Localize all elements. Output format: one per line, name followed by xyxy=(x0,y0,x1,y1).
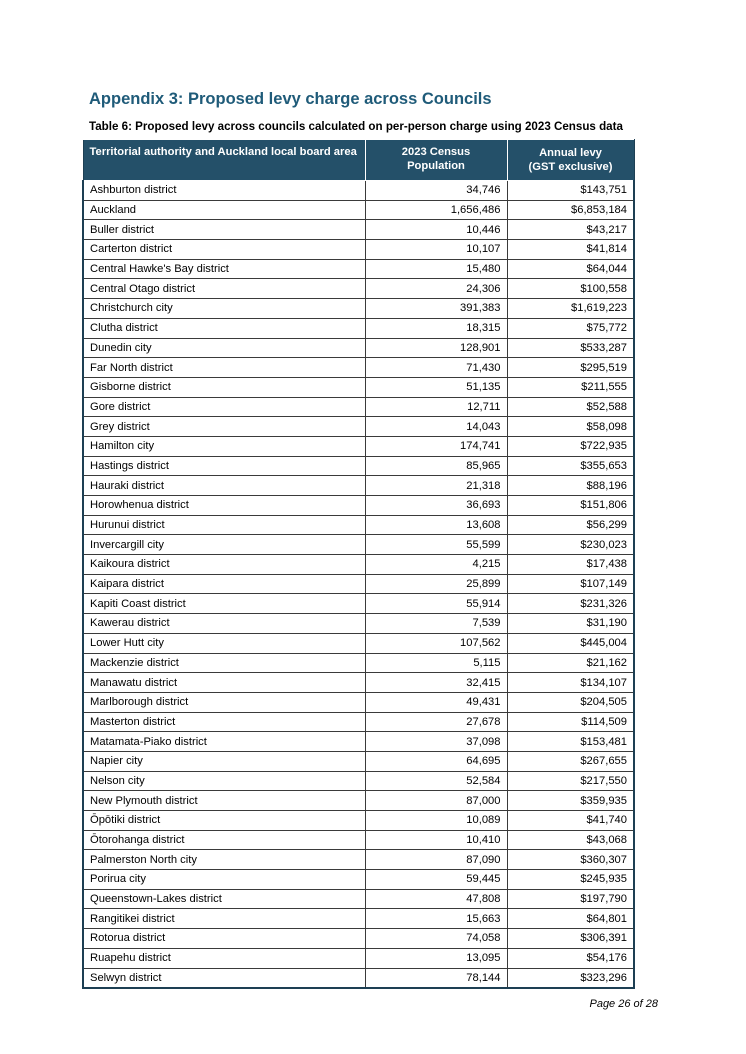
cell-annual-levy: $100,558 xyxy=(507,279,634,299)
cell-authority: Buller district xyxy=(83,220,365,240)
cell-population: 10,089 xyxy=(365,811,507,831)
cell-population: 71,430 xyxy=(365,358,507,378)
cell-population: 21,318 xyxy=(365,476,507,496)
table-row xyxy=(83,318,634,338)
table-row xyxy=(83,870,634,890)
cell-authority: Horowhenua district xyxy=(83,496,365,516)
table-row xyxy=(83,929,634,949)
cell-population: 87,000 xyxy=(365,791,507,811)
cell-population: 51,135 xyxy=(365,377,507,397)
cell-authority: Gore district xyxy=(83,397,365,417)
table-row xyxy=(83,515,634,535)
table-row xyxy=(83,555,634,575)
cell-population: 37,098 xyxy=(365,732,507,752)
header-row xyxy=(83,140,634,181)
cell-population: 391,383 xyxy=(365,299,507,319)
table-row xyxy=(83,181,634,201)
table-row xyxy=(83,279,634,299)
cell-annual-levy: $217,550 xyxy=(507,771,634,791)
cell-annual-levy: $56,299 xyxy=(507,515,634,535)
cell-authority: Grey district xyxy=(83,417,365,437)
table-row xyxy=(83,456,634,476)
column-header-levy-line1: Annual levy xyxy=(539,147,602,159)
cell-annual-levy: $1,619,223 xyxy=(507,299,634,319)
appendix-heading: Appendix 3: Proposed levy charge across Councils xyxy=(89,90,492,108)
cell-authority: Kaipara district xyxy=(83,574,365,594)
cell-population: 10,446 xyxy=(365,220,507,240)
cell-authority: Central Otago district xyxy=(83,279,365,299)
cell-authority: Christchurch city xyxy=(83,299,365,319)
cell-authority: Hamilton city xyxy=(83,436,365,456)
cell-annual-levy: $359,935 xyxy=(507,791,634,811)
cell-annual-levy: $31,190 xyxy=(507,614,634,634)
table-row xyxy=(83,377,634,397)
cell-annual-levy: $231,326 xyxy=(507,594,634,614)
cell-authority: Selwyn district xyxy=(83,968,365,988)
table-row xyxy=(83,791,634,811)
cell-annual-levy: $17,438 xyxy=(507,555,634,575)
cell-population: 4,215 xyxy=(365,555,507,575)
cell-population: 12,711 xyxy=(365,397,507,417)
cell-authority: Ōpōtiki district xyxy=(83,811,365,831)
table-row xyxy=(83,338,634,358)
cell-annual-levy: $41,814 xyxy=(507,240,634,260)
table-row xyxy=(83,948,634,968)
cell-annual-levy: $211,555 xyxy=(507,377,634,397)
cell-annual-levy: $323,296 xyxy=(507,968,634,988)
cell-population: 74,058 xyxy=(365,929,507,949)
cell-authority: Central Hawke's Bay district xyxy=(83,259,365,279)
cell-annual-levy: $88,196 xyxy=(507,476,634,496)
cell-authority: Lower Hutt city xyxy=(83,633,365,653)
table-row xyxy=(83,732,634,752)
cell-population: 15,480 xyxy=(365,259,507,279)
cell-annual-levy: $114,509 xyxy=(507,712,634,732)
cell-authority: Auckland xyxy=(83,200,365,220)
cell-population: 15,663 xyxy=(365,909,507,929)
cell-population: 87,090 xyxy=(365,850,507,870)
table-row xyxy=(83,574,634,594)
cell-population: 10,410 xyxy=(365,830,507,850)
cell-authority: Carterton district xyxy=(83,240,365,260)
table-row xyxy=(83,496,634,516)
cell-annual-levy: $134,107 xyxy=(507,673,634,693)
table-row xyxy=(83,417,634,437)
cell-annual-levy: $533,287 xyxy=(507,338,634,358)
cell-population: 49,431 xyxy=(365,692,507,712)
cell-annual-levy: $245,935 xyxy=(507,870,634,890)
column-header-levy-line2: (GST exclusive) xyxy=(528,161,613,173)
table-caption: Table 6: Proposed levy across councils calculated on per-person charge using 2023 Census data xyxy=(89,120,623,133)
cell-authority: Rangitikei district xyxy=(83,909,365,929)
cell-population: 128,901 xyxy=(365,338,507,358)
cell-annual-levy: $230,023 xyxy=(507,535,634,555)
cell-annual-levy: $153,481 xyxy=(507,732,634,752)
cell-annual-levy: $54,176 xyxy=(507,948,634,968)
cell-population: 64,695 xyxy=(365,751,507,771)
cell-annual-levy: $64,044 xyxy=(507,259,634,279)
cell-annual-levy: $6,853,184 xyxy=(507,200,634,220)
table-row xyxy=(83,692,634,712)
cell-annual-levy: $75,772 xyxy=(507,318,634,338)
cell-population: 5,115 xyxy=(365,653,507,673)
cell-authority: Matamata-Piako district xyxy=(83,732,365,752)
cell-population: 59,445 xyxy=(365,870,507,890)
cell-annual-levy: $204,505 xyxy=(507,692,634,712)
cell-population: 13,608 xyxy=(365,515,507,535)
cell-population: 107,562 xyxy=(365,633,507,653)
cell-population: 25,899 xyxy=(365,574,507,594)
cell-annual-levy: $58,098 xyxy=(507,417,634,437)
table-row xyxy=(83,712,634,732)
cell-authority: Clutha district xyxy=(83,318,365,338)
cell-annual-levy: $267,655 xyxy=(507,751,634,771)
cell-authority: Mackenzie district xyxy=(83,653,365,673)
cell-population: 174,741 xyxy=(365,436,507,456)
cell-population: 10,107 xyxy=(365,240,507,260)
cell-annual-levy: $43,068 xyxy=(507,830,634,850)
cell-population: 55,599 xyxy=(365,535,507,555)
cell-authority: Nelson city xyxy=(83,771,365,791)
cell-annual-levy: $21,162 xyxy=(507,653,634,673)
page-number: Page 26 of 28 xyxy=(589,998,658,1010)
cell-annual-levy: $52,588 xyxy=(507,397,634,417)
table-row xyxy=(83,240,634,260)
cell-authority: Gisborne district xyxy=(83,377,365,397)
cell-authority: Hauraki district xyxy=(83,476,365,496)
table-row xyxy=(83,889,634,909)
cell-annual-levy: $64,801 xyxy=(507,909,634,929)
cell-population: 47,808 xyxy=(365,889,507,909)
cell-population: 36,693 xyxy=(365,496,507,516)
table-row xyxy=(83,594,634,614)
table-row xyxy=(83,850,634,870)
cell-population: 1,656,486 xyxy=(365,200,507,220)
cell-population: 52,584 xyxy=(365,771,507,791)
cell-authority: Dunedin city xyxy=(83,338,365,358)
table-row xyxy=(83,259,634,279)
cell-authority: Kawerau district xyxy=(83,614,365,634)
cell-authority: Rotorua district xyxy=(83,929,365,949)
cell-authority: Manawatu district xyxy=(83,673,365,693)
table-row xyxy=(83,909,634,929)
cell-authority: Invercargill city xyxy=(83,535,365,555)
cell-authority: Porirua city xyxy=(83,870,365,890)
cell-authority: Hurunui district xyxy=(83,515,365,535)
table-row xyxy=(83,535,634,555)
table-row xyxy=(83,653,634,673)
cell-population: 18,315 xyxy=(365,318,507,338)
cell-authority: Kapiti Coast district xyxy=(83,594,365,614)
table-row xyxy=(83,614,634,634)
table-row xyxy=(83,436,634,456)
table-row xyxy=(83,633,634,653)
cell-annual-levy: $41,740 xyxy=(507,811,634,831)
cell-annual-levy: $43,217 xyxy=(507,220,634,240)
cell-annual-levy: $306,391 xyxy=(507,929,634,949)
table-row xyxy=(83,673,634,693)
cell-population: 55,914 xyxy=(365,594,507,614)
table-row xyxy=(83,397,634,417)
cell-population: 14,043 xyxy=(365,417,507,437)
cell-authority: Ōtorohanga district xyxy=(83,830,365,850)
column-header-levy xyxy=(507,140,634,181)
cell-annual-levy: $197,790 xyxy=(507,889,634,909)
cell-authority: Napier city xyxy=(83,751,365,771)
levy-table xyxy=(82,139,635,989)
cell-authority: Ashburton district xyxy=(83,181,365,201)
cell-population: 27,678 xyxy=(365,712,507,732)
cell-annual-levy: $355,653 xyxy=(507,456,634,476)
cell-population: 78,144 xyxy=(365,968,507,988)
cell-population: 13,095 xyxy=(365,948,507,968)
cell-population: 24,306 xyxy=(365,279,507,299)
cell-annual-levy: $445,004 xyxy=(507,633,634,653)
levy-table-header xyxy=(83,140,634,181)
table-row xyxy=(83,811,634,831)
table-row xyxy=(83,830,634,850)
cell-authority: Ruapehu district xyxy=(83,948,365,968)
table-row xyxy=(83,771,634,791)
cell-annual-levy: $107,149 xyxy=(507,574,634,594)
table-row xyxy=(83,751,634,771)
cell-annual-levy: $143,751 xyxy=(507,181,634,201)
column-header-population: 2023 Census Population xyxy=(365,140,507,181)
cell-authority: Kaikoura district xyxy=(83,555,365,575)
column-header-authority: Territorial authority and Auckland local board area xyxy=(83,140,365,181)
cell-population: 34,746 xyxy=(365,181,507,201)
table-row xyxy=(83,476,634,496)
cell-annual-levy: $360,307 xyxy=(507,850,634,870)
levy-table-body xyxy=(83,181,634,989)
cell-authority: Hastings district xyxy=(83,456,365,476)
cell-annual-levy: $151,806 xyxy=(507,496,634,516)
table-row xyxy=(83,968,634,988)
cell-annual-levy: $722,935 xyxy=(507,436,634,456)
cell-authority: Masterton district xyxy=(83,712,365,732)
table-row xyxy=(83,299,634,319)
cell-population: 85,965 xyxy=(365,456,507,476)
cell-population: 32,415 xyxy=(365,673,507,693)
table-row xyxy=(83,200,634,220)
cell-authority: Far North district xyxy=(83,358,365,378)
cell-authority: New Plymouth district xyxy=(83,791,365,811)
cell-authority: Marlborough district xyxy=(83,692,365,712)
cell-annual-levy: $295,519 xyxy=(507,358,634,378)
table-row xyxy=(83,220,634,240)
cell-authority: Queenstown-Lakes district xyxy=(83,889,365,909)
cell-population: 7,539 xyxy=(365,614,507,634)
table-row xyxy=(83,358,634,378)
cell-authority: Palmerston North city xyxy=(83,850,365,870)
